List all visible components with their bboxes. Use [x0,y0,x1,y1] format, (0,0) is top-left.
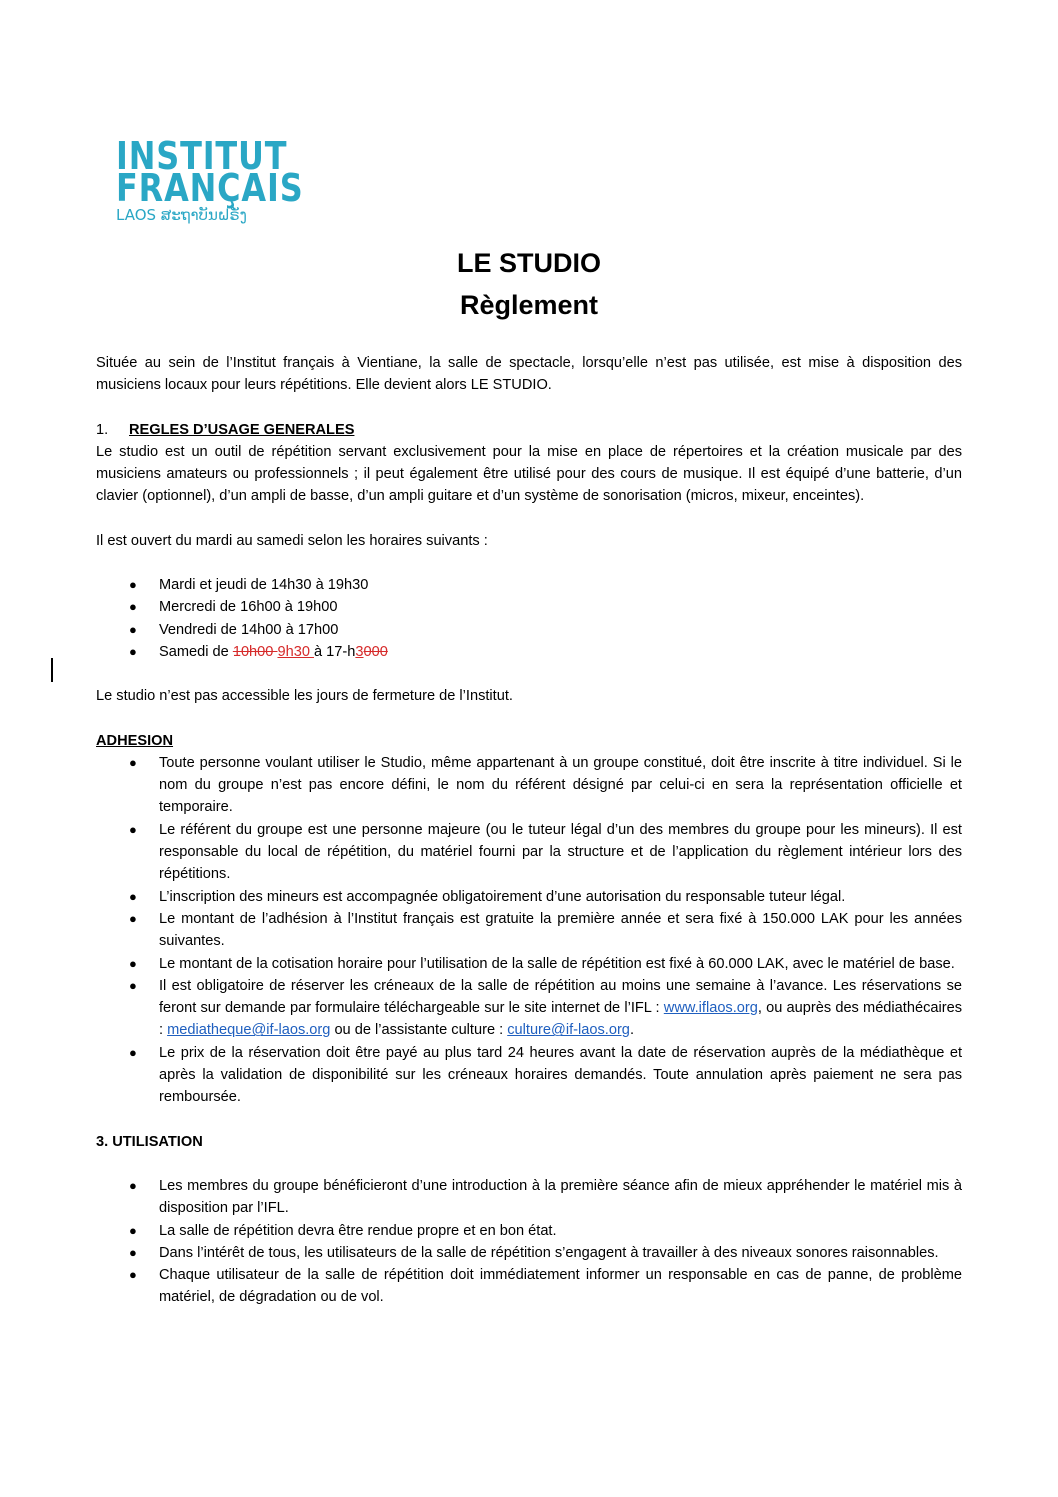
bullet-icon: ● [129,1222,137,1238]
bullet-icon: ● [129,821,137,837]
inserted-text: 3 [355,643,364,660]
bullet-icon: ● [129,621,137,637]
institut-francais-logo [116,134,304,224]
bullet-icon: ● [129,955,137,971]
list-item: ● Le référent du groupe est une personne majeure (ou le tuteur légal d’un des membres du groupe pour les mineurs). Il est responsable du local de répétition, du matériel fourni par la structure et de l’application du règlement intérieur lors des répétitions. [96,819,962,886]
list-item: ● Dans l’intérêt de tous, les utilisateurs de la salle de répétition s’engagent à travailler à des niveaux sonores raisonnables. [96,1242,962,1264]
inserted-text: 9h30 [277,643,314,660]
list-item: ● Le prix de la réservation doit être payé au plus tard 24 heures avant la date de réservation auprès de la médiathèque et après la validation de disponibilité sur les créneaux horaires demandés. Toute annulation après paiement ne sera pas remboursée. [96,1042,962,1109]
section-1-number: 1. [96,421,109,438]
list-item-reservation: ● Il est obligatoire de réserver les créneaux de la salle de répétition au moins une semaine à l’avance. Les réservations se feront sur demande par formulaire téléchargeable sur le site internet de l’IFL : www.iflaos.org, ou auprès des médiathécaires : mediatheque@if-laos.org ou de l’assistante culture : culture@if-laos.org. [96,975,962,1042]
adhesion-heading: ADHESION [96,732,174,749]
mediatheque-email-link[interactable]: mediatheque@if-laos.org [167,1022,331,1039]
list-item: ● Chaque utilisateur de la salle de répétition doit immédiatement informer un responsable en cas de panne, de problème matériel, de dégradation ou de vol. [96,1264,962,1309]
closing-days-note: Le studio n’est pas accessible les jours de fermeture de l’Institut. [96,688,513,705]
adhesion-list [96,752,962,1109]
section-1-heading [96,419,962,441]
page-title: LE STUDIO [456,248,601,278]
bullet-icon: ● [129,888,137,904]
list-item: ● Vendredi de 14h00 à 17h00 [96,619,962,641]
section-1-paragraph: Le studio est un outil de répétition servant exclusivement pour la mise en place de répertoires et la création musicale par des musiciens amateurs ou professionnels ; il peut également être utilisé pour des cours de musique. Il est équipé d’une batterie, d’un clavier (optionnel), d’un ampli de basse, d’un ampli guitare et d’un système de sonorisation (micros, mixeur, enceintes). [96,443,962,505]
bullet-icon: ● [129,599,137,615]
bullet-icon: ● [129,577,137,593]
utilisation-list [96,1175,962,1309]
bullet-icon: ● [129,1177,137,1193]
bullet-icon: ● [129,910,137,926]
bullet-icon: ● [129,977,137,993]
bullet-icon: ● [129,754,137,770]
list-item: ● Toute personne voulant utiliser le Studio, même appartenant à un groupe constitué, doit être inscrite à titre individuel. Si le nom du groupe n’est pas encore défini, le nom du référent désigné par celui-ci en sera la représentation officielle et temporaire. [96,752,962,819]
list-item: ● Le montant de la cotisation horaire pour l’utilisation de la salle de répétition est fixé à 60.000 LAK, avec le matériel de base. [96,953,962,975]
opening-hours-list [96,574,962,663]
logo-line-1: INSTITUT [116,134,288,178]
section-3-heading: 3. UTILISATION [96,1133,203,1150]
bullet-icon: ● [129,1244,137,1260]
list-item: ● Les membres du groupe bénéficieront d’une introduction à la première séance afin de mieux appréhender le matériel mis à disposition par l’IFL. [96,1175,962,1220]
page-subtitle: Règlement [459,290,599,320]
document-body [96,352,962,1309]
website-link[interactable]: www.iflaos.org [663,1000,758,1017]
section-1-title: REGLES D’USAGE GENERALES [129,421,355,438]
list-item: ● Mercredi de 16h00 à 19h00 [96,596,962,618]
bullet-icon: ● [129,643,137,659]
list-item: ● L’inscription des mineurs est accompagnée obligatoirement d’une autorisation du responsable tuteur légal. [96,886,962,908]
culture-email-link[interactable]: culture@if-laos.org [507,1022,630,1039]
revision-change-bar [51,658,53,682]
deleted-text: 10h00 [232,643,278,660]
bullet-icon: ● [129,1044,137,1060]
logo-line-2: FRANÇAIS [116,166,304,210]
logo-subtitle: LAOS ສະຖາບັນຝຣັ່ງ [116,206,247,224]
opening-hours-intro: Il est ouvert du mardi au samedi selon les horaires suivants : [96,532,488,549]
intro-paragraph: Située au sein de l’Institut français à Vientiane, la salle de spectacle, lorsqu’elle n’est pas utilisée, est mise à disposition des musiciens locaux pour leurs répétitions. Elle devient alors LE STUDIO. [96,355,962,394]
bullet-icon: ● [129,1267,137,1283]
list-item: ● Mardi et jeudi de 14h30 à 19h30 [96,574,962,596]
list-item: ● La salle de répétition devra être rendue propre et en bon état. [96,1220,962,1242]
deleted-text: 000 [363,643,388,660]
list-item-saturday: ● Samedi de 10h00 9h30 à 17-h3000 [96,641,962,663]
list-item: ● Le montant de l’adhésion à l’Institut français est gratuite la première année et sera fixé à 150.000 LAK pour les années suivantes. [96,908,962,953]
